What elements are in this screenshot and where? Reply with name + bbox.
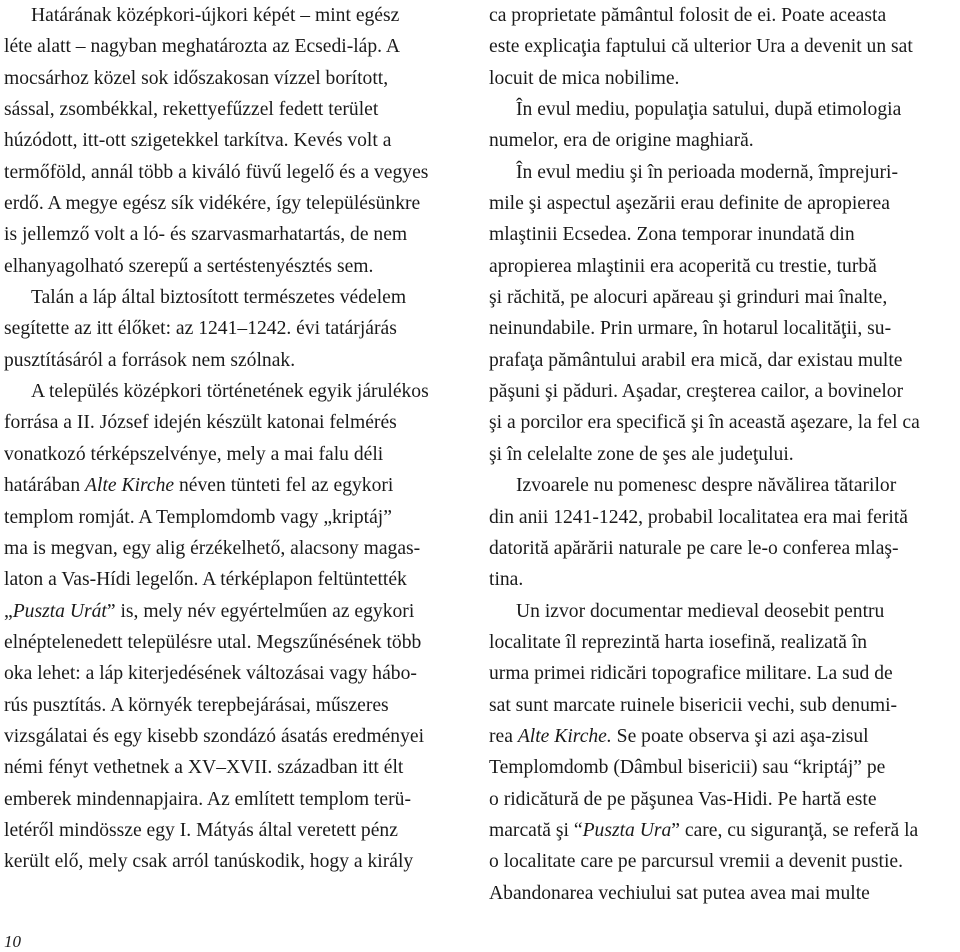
text-run: elnéptelenedett településre utal. Megszűnésének több <box>4 631 422 653</box>
italic-text: Alte Kirche <box>85 475 175 497</box>
text-line <box>489 564 957 595</box>
text-run: emberek mindennapjaira. Az említett templom terü- <box>4 788 411 810</box>
text-line <box>489 690 957 721</box>
text-line <box>489 63 957 94</box>
text-line <box>489 658 957 689</box>
text-line <box>4 282 466 313</box>
text-line <box>489 846 957 877</box>
text-run: Izvoarele nu pomenesc despre năvălirea tătarilor <box>516 475 897 497</box>
text-line <box>4 533 466 564</box>
text-line <box>4 502 466 533</box>
italic-text: Alte Kirche. <box>517 725 612 747</box>
text-line <box>4 125 466 156</box>
text-run: léte alatt – nagyban meghatározta az Ecsedi-láp. A <box>4 36 401 58</box>
text-line <box>489 878 957 909</box>
text-run: Abandonarea vechiului sat putea avea mai multe <box>489 882 870 904</box>
text-run: „ <box>4 600 13 622</box>
text-run: localitate îl reprezintă harta iosefină, realizată în <box>489 631 868 653</box>
text-run: segítette az itt élőket: az 1241–1242. évi tatárjárás <box>4 318 397 340</box>
text-run: laton a Vas-Hídi legelőn. A térképlapon feltüntették <box>4 569 407 591</box>
text-run: numelor, era de origine maghiară. <box>489 130 754 152</box>
text-run: şi în celelalte zone de şes ale judeţului. <box>489 443 794 465</box>
text-line <box>4 188 466 219</box>
text-line <box>489 502 957 533</box>
text-line <box>4 94 466 125</box>
text-line <box>489 376 957 407</box>
text-line <box>489 627 957 658</box>
italic-text: Puszta Urát <box>12 600 107 622</box>
text-run: A település középkori történetének egyik járulékos <box>31 381 429 403</box>
text-run: oka lehet: a láp kiterjedésének változásai vagy hábo- <box>4 663 417 685</box>
text-run: sással, zsombékkal, rekettyefűzzel fedett terület <box>4 99 379 121</box>
text-run: ca proprietate pământul folosit de ei. Poate aceasta <box>489 5 887 26</box>
italic-text: Puszta Ura <box>582 819 672 841</box>
text-run: o ridicătură de pe păşunea Vas-Hidi. Pe hartă este <box>489 788 877 810</box>
text-run: neinundabile. Prin urmare, în hotarul localităţii, su- <box>489 318 892 340</box>
text-line <box>489 784 957 815</box>
left-column-hungarian <box>4 0 466 878</box>
text-line <box>4 313 466 344</box>
text-line <box>489 157 957 188</box>
text-line <box>489 345 957 376</box>
text-line <box>4 627 466 658</box>
text-run: vizsgálatai és egy kisebb szondázó ásatás eredményei <box>4 725 425 747</box>
text-line <box>489 125 957 156</box>
text-line <box>489 219 957 250</box>
text-run: forrása a II. József idején készült katonai felmérés <box>4 412 397 434</box>
text-run: mile şi aspectul aşezării erau definite de apropierea <box>489 193 890 215</box>
text-line <box>489 251 957 282</box>
text-run: urma primei ridicări topografice militare. La sud de <box>489 663 893 685</box>
text-run: şi răchită, pe alocuri apăreau şi grinduri mai înalte, <box>489 287 888 309</box>
text-run: is jellemző volt a ló- és szarvasmarhatartás, de nem <box>4 224 408 246</box>
text-line <box>4 596 466 627</box>
text-run: elhanyagolható szerepű a sertéstenyésztés sem. <box>4 255 374 277</box>
text-run: o localitate care pe parcursul vremii a devenit pustie. <box>489 851 904 873</box>
text-run: şi a porcilor era specifică şi în această aşezare, la fel ca <box>489 412 920 434</box>
text-run: rús pusztítás. A környék terepbejárásai, műszeres <box>4 694 389 716</box>
text-line <box>489 533 957 564</box>
text-line <box>489 752 957 783</box>
text-run: termőföld, annál több a kiváló füvű legelő és a vegyes <box>4 161 429 183</box>
text-run: tina. <box>489 569 524 591</box>
text-run: este explicaţia faptului că ulterior Ura a devenit un sat <box>489 36 913 58</box>
right-column-romanian <box>489 0 957 909</box>
text-line <box>4 846 466 877</box>
text-run: némi fényt vethetnek a XV–XVII. században itt élt <box>4 757 404 779</box>
text-run: apropierea mlaştinii era acoperită cu trestie, turbă <box>489 255 877 277</box>
text-line <box>489 721 957 752</box>
text-line <box>489 282 957 313</box>
text-run: pusztításáról a források nem szólnak. <box>4 349 296 371</box>
text-run: marcată şi “ <box>489 819 583 841</box>
text-run: mlaştinii Ecsedea. Zona temporar inundată din <box>489 224 855 246</box>
text-run: mocsárhoz közel sok időszakosan vízzel borított, <box>4 67 389 89</box>
text-line <box>4 63 466 94</box>
text-run: Templomdomb (Dâmbul bisericii) sau “kriptáj” pe <box>489 757 886 779</box>
text-run: În evul mediu şi în perioada modernă, împrejuri- <box>516 161 898 183</box>
text-run: került elő, mely csak arról tanúskodik, hogy a király <box>4 851 414 873</box>
text-run: Talán a láp által biztosított természetes védelem <box>31 287 407 309</box>
text-line <box>4 219 466 250</box>
text-line <box>489 815 957 846</box>
text-run: erdő. A megye egész sík vidékére, így településünkre <box>4 193 421 215</box>
text-line <box>4 564 466 595</box>
text-run: határában <box>4 475 86 497</box>
text-run: letéről mindössze egy I. Mátyás által veretett pénz <box>4 819 398 841</box>
text-line <box>4 345 466 376</box>
text-run: ” is, mely név egyértelműen az egykori <box>106 600 415 622</box>
text-line <box>4 439 466 470</box>
text-line <box>4 407 466 438</box>
text-line <box>4 690 466 721</box>
text-line <box>4 815 466 846</box>
text-line <box>4 0 466 31</box>
text-line <box>4 31 466 62</box>
text-run: vonatkozó térképszelvénye, mely a mai falu déli <box>4 443 384 465</box>
text-run: húzódott, itt-ott szigetekkel tarkítva. Kevés volt a <box>4 130 392 152</box>
text-run: păşuni şi păduri. Aşadar, creşterea cailor, a bovinelor <box>489 381 904 403</box>
text-line <box>489 94 957 125</box>
text-line <box>4 784 466 815</box>
text-run: din anii 1241-1242, probabil localitatea era mai ferită <box>489 506 908 528</box>
text-line <box>489 0 957 31</box>
page-number: 10 <box>4 932 21 951</box>
text-line <box>489 31 957 62</box>
text-line <box>4 752 466 783</box>
text-line <box>489 596 957 627</box>
text-line <box>489 313 957 344</box>
text-line <box>4 251 466 282</box>
text-line <box>4 376 466 407</box>
text-line <box>489 470 957 501</box>
text-line <box>4 157 466 188</box>
text-run: datorită apărării naturale pe care le-o conferea mlaş- <box>489 537 899 559</box>
text-run: néven tünteti fel az egykori <box>174 475 394 497</box>
text-line <box>4 721 466 752</box>
text-run: templom romját. A Templomdomb vagy „kriptáj” <box>4 506 392 528</box>
text-run: prafaţa pământului arabil era mică, dar existau multe <box>489 349 903 371</box>
text-run: locuit de mica nobilime. <box>489 67 680 89</box>
text-run: rea <box>489 725 518 747</box>
text-line <box>489 439 957 470</box>
text-line <box>4 658 466 689</box>
text-line <box>489 407 957 438</box>
text-line <box>489 188 957 219</box>
text-run: Határának középkori-újkori képét – mint egész <box>31 5 400 26</box>
text-run: În evul mediu, populaţia satului, după etimologia <box>516 99 902 121</box>
text-run: Un izvor documentar medieval deosebit pentru <box>516 600 885 622</box>
text-run: ma is megvan, egy alig érzékelhető, alacsony magas- <box>4 537 421 559</box>
text-run: Se poate observa şi azi aşa-zisul <box>611 725 869 747</box>
text-line <box>4 470 466 501</box>
text-run: ” care, cu siguranţă, se referă la <box>671 819 919 841</box>
text-run: sat sunt marcate ruinele bisericii vechi, sub denumi- <box>489 694 898 716</box>
